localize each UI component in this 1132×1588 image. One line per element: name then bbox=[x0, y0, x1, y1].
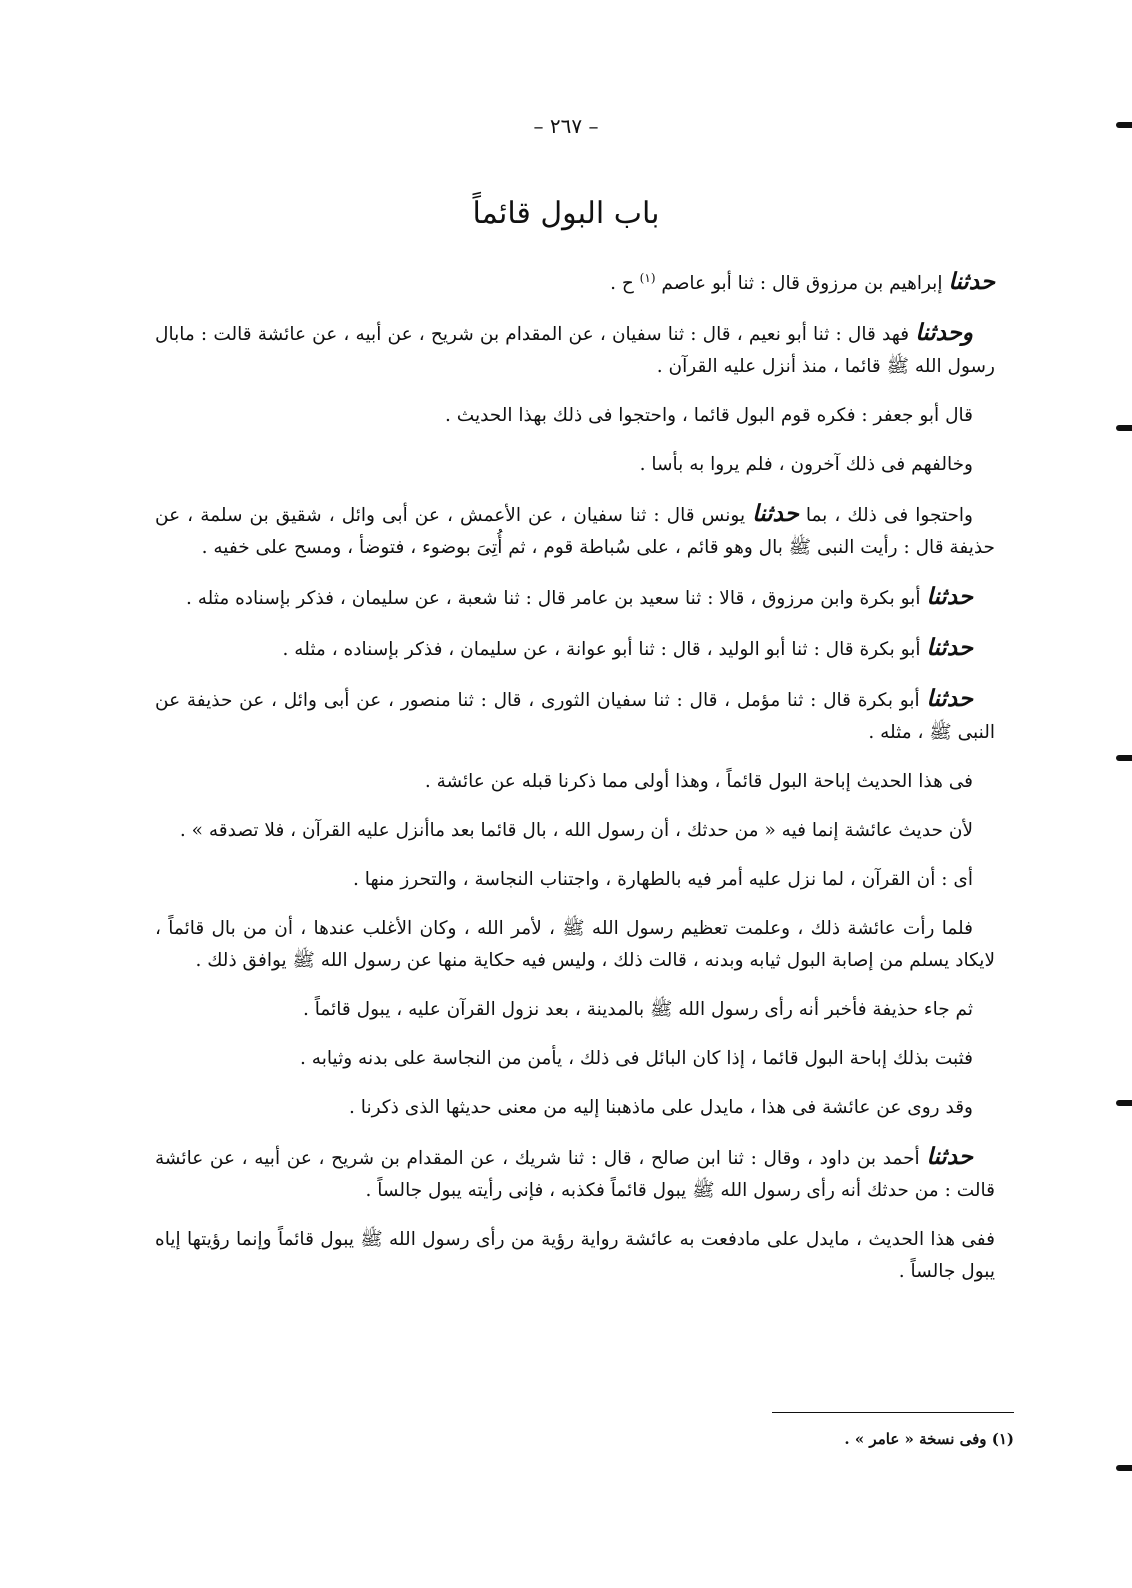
body-text bbox=[155, 262, 995, 1305]
edge-mark bbox=[1116, 1465, 1132, 1471]
paragraph-15: وقد روى عن عائشة فى هذا ، مايدل على ماذهبنا إليه من معنى حديثها الذى ذكرنا . bbox=[349, 1097, 973, 1119]
paragraph-8: حدثنا أبو بكرة قال : ثنا مؤمل ، قال : ثنا سفيان الثورى ، قال : ثنا منصور ، عن أبى وائل ، عن حذيفة عن النبى ﷺ ، مثله . bbox=[155, 685, 995, 744]
page-number: – ٢٦٧ – bbox=[533, 114, 599, 138]
paragraph-4: وخالفهم فى ذلك آخرون ، فلم يروا به بأسا . bbox=[639, 454, 973, 476]
edge-mark bbox=[1116, 1100, 1132, 1106]
paragraph-5: واحتجوا فى ذلك ، بما حدثنا يونس قال : ثنا سفيان ، عن الأعمش ، عن أبى وائل ، شقيق بن سلمة ، عن حذيفة قال : رأيت النبى ﷺ بال وهو قائم ، على سُباطة قوم ، ثم أُتِىَ بوضوء ، فتوضأ ، ومسح على خفيه . bbox=[155, 500, 995, 559]
hadith-keyword: حدثنا bbox=[926, 685, 973, 713]
footnote: (١) وفى نسخة « عامر » . bbox=[844, 1430, 1014, 1448]
footnote-divider bbox=[772, 1412, 1014, 1413]
hadith-keyword: وحدثنا bbox=[915, 319, 973, 347]
paragraph-2: وحدثنا فهد قال : ثنا أبو نعيم ، قال : ثنا سفيان ، عن المقدام بن شريح ، عن أبيه ، عن عائشة قالت : مابال رسول الله ﷺ قائما ، منذ أنزل عليه القرآن . bbox=[155, 319, 995, 378]
paragraph-14: فثبت بذلك إباحة البول قائما ، إذا كان البائل فى ذلك ، يأمن من النجاسة على بدنه وثيابه . bbox=[300, 1048, 973, 1070]
paragraph-11: أى : أن القرآن ، لما نزل عليه أمر فيه بالطهارة ، واجتناب النجاسة ، والتحرز منها . bbox=[353, 869, 973, 891]
hadith-keyword: حدثنا bbox=[926, 634, 973, 662]
hadith-keyword: حدثنا bbox=[752, 500, 799, 528]
paragraph-16: حدثنا أحمد بن داود ، وقال : ثنا ابن صالح ، قال : ثنا شريك ، عن المقدام بن شريح ، عن أبيه ، عن عائشة قالت : من حدثك أنه رأى رسول الله ﷺ يبول قائماً فكذبه ، فإنى رأيته يبول جالساً . bbox=[155, 1143, 995, 1202]
edge-mark bbox=[1116, 122, 1132, 128]
paragraph-10: لأن حديث عائشة إنما فيه « من حدثك ، أن رسول الله ، بال قائما بعد ماأنزل عليه القرآن ، فلا تصدقه » . bbox=[179, 820, 973, 842]
edge-mark bbox=[1116, 425, 1132, 431]
paragraph-12: فلما رأت عائشة ذلك ، وعلمت تعظيم رسول الله ﷺ ، لأمر الله ، وكان الأغلب عندها ، أن من بال قائماً ، لايكاد يسلم من إصابة البول ثيابه وبدنه ، قالت ذلك ، وليس فيه حكاية منها عن رسول الله ﷺ يوافق ذلك . bbox=[155, 918, 995, 972]
paragraph-3: قال أبو جعفر : فكره قوم البول قائما ، واحتجوا فى ذلك بهذا الحديث . bbox=[445, 405, 973, 427]
paragraph-13: ثم جاء حذيفة فأخبر أنه رأى رسول الله ﷺ بالمدينة ، بعد نزول القرآن عليه ، يبول قائماً . bbox=[303, 999, 973, 1021]
hadith-keyword: حدثنا bbox=[926, 1143, 973, 1171]
chapter-title: باب البول قائماً bbox=[472, 196, 660, 231]
paragraph-7: حدثنا أبو بكرة قال : ثنا أبو الوليد ، قال : ثنا أبو عوانة ، عن سليمان ، فذكر بإسناده ، مثله . bbox=[282, 634, 973, 662]
footnote-ref: (١) bbox=[639, 271, 656, 285]
paragraph-1: حدثنا إبراهيم بن مرزوق قال : ثنا أبو عاصم $^{(١)}$ ح . bbox=[610, 268, 995, 296]
paragraph-6: حدثنا أبو بكرة وابن مرزوق ، قالا : ثنا سعيد بن عامر قال : ثنا شعبة ، عن سليمان ، فذكر بإسناده مثله . bbox=[185, 583, 973, 611]
paragraph-17: ففى هذا الحديث ، مايدل على مادفعت به عائشة رواية رؤية من رأى رسول الله ﷺ يبول قائماً وإنما رؤيتها إياه يبول جالساً . bbox=[155, 1229, 995, 1283]
hadith-keyword: حدثنا bbox=[948, 268, 995, 296]
edge-mark bbox=[1116, 755, 1132, 761]
paragraph-9: فى هذا الحديث إباحة البول قائماً ، وهذا أولى مما ذكرنا قبله عن عائشة . bbox=[424, 771, 973, 793]
hadith-keyword: حدثنا bbox=[926, 583, 973, 611]
